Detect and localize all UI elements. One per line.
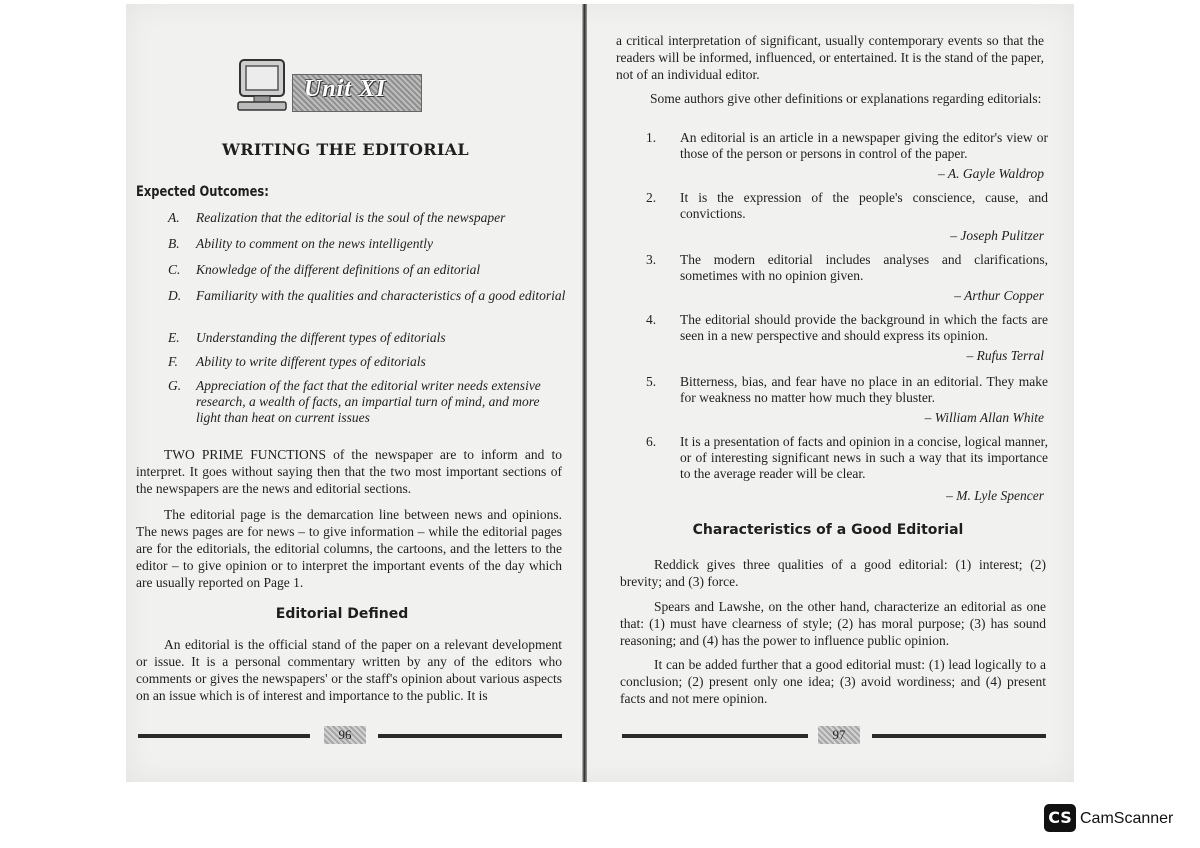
- paragraph: It can be added further that a good editorial must: (1) lead logically to a conclusion; (2) present only one idea; (3) avoid wordiness; and (4) present facts and not mere opinion.: [620, 657, 1046, 706]
- page-footer: [622, 726, 1046, 744]
- definition-number: 2.: [646, 190, 657, 205]
- outcome-text: Appreciation of the fact that the editorial writer needs extensive research, a wealth of facts, an impartial turn of mind, and more light than heat on current issues: [196, 378, 541, 425]
- outcome-letter: D.: [168, 288, 182, 303]
- section-heading: Characteristics of a Good Editorial: [692, 522, 964, 538]
- paragraph: a critical interpretation of significant, usually contemporary events so that the readers will be informed, influenced, or entertained. It is the stand of the paper, not of an individual editor.: [616, 33, 1044, 82]
- definition-text: Bitterness, bias, and fear have no place in an editorial. They make for weakness no matter how much they bluster.: [680, 374, 1048, 405]
- definition-item: [618, 130, 1048, 182]
- definition-author: – Rufus Terral: [966, 348, 1044, 363]
- definition-number: 6.: [646, 434, 657, 449]
- outcome-text: Understanding the different types of editorials: [196, 330, 446, 345]
- right-page: [608, 0, 1048, 782]
- outcome-letter: F.: [168, 354, 178, 369]
- outcome-letter: B.: [168, 236, 180, 251]
- camscanner-logo-icon: CS: [1044, 804, 1076, 832]
- definition-text: It is a presentation of facts and opinion in a concise, logical manner, or of interesting significant news in such a way that its importance to the average reader will be clear.: [680, 434, 1048, 481]
- definition-author: – A. Gayle Waldrop: [938, 166, 1044, 181]
- definition-number: 1.: [646, 130, 657, 145]
- definition-text: The modern editorial includes analyses and clarifications, sometimes with no opinion given.: [680, 252, 1048, 283]
- book-spine: [582, 4, 587, 782]
- definition-number: 3.: [646, 252, 657, 267]
- definition-item: [618, 434, 1048, 504]
- unit-label: Unit XI: [304, 76, 387, 102]
- definition-number: 4.: [646, 312, 657, 327]
- camscanner-label: CamScanner: [1080, 810, 1174, 827]
- section-heading: Editorial Defined: [275, 606, 409, 622]
- definition-item: [618, 190, 1048, 243]
- outcome-text: Realization that the editorial is the soul of the newspaper: [196, 210, 506, 225]
- paragraph: Reddick gives three qualities of a good editorial: (1) interest; (2) brevity; and (3) force.: [620, 557, 1046, 589]
- definition-item: [618, 374, 1048, 426]
- paragraph: Spears and Lawshe, on the other hand, characterize an editorial as one that: (1) must have clearness of style; (2) has moral purpose; (3) has sound reasoning; and (4) has the power to influence public opinion.: [620, 599, 1046, 648]
- page-number: 97: [818, 726, 860, 744]
- page-number: 96: [324, 726, 366, 744]
- unit-banner: [232, 58, 428, 114]
- chapter-title: WRITING THE EDITORIAL: [222, 140, 469, 159]
- definition-item: [618, 312, 1048, 364]
- outcome-text: Familiarity with the qualities and characteristics of a good editorial: [196, 288, 566, 303]
- footer-rule: [872, 734, 1046, 738]
- computer-icon: [232, 58, 296, 114]
- outcomes-heading: Expected Outcomes:: [136, 184, 269, 200]
- definition-text: It is the expression of the people's conscience, cause, and convictions.: [680, 190, 1048, 221]
- footer-rule: [622, 734, 808, 738]
- left-page: [132, 0, 578, 782]
- outcome-text: Ability to comment on the news intelligently: [196, 236, 433, 251]
- definition-number: 5.: [646, 374, 657, 389]
- outcome-text: Knowledge of the different definitions of an editorial: [196, 262, 481, 277]
- outcome-letter: C.: [168, 262, 181, 277]
- paragraph: Some authors give other definitions or explanations regarding editorials:: [650, 91, 1042, 106]
- paragraph: The editorial page is the demarcation line between news and opinions. The news pages are for news – to give information – while the editorial pages are for the editorials, the editorial columns, the cartoons, and the letters to the editor – to give opinion or to interpret the important events of the day which are usually reported on Page 1.: [136, 507, 562, 590]
- definition-author: – Arthur Copper: [954, 288, 1044, 303]
- outcome-letter: A.: [168, 210, 180, 225]
- definition-text: The editorial should provide the background in which the facts are seen in a new perspective and should express its opinion.: [680, 312, 1048, 343]
- definition-author: – Joseph Pulitzer: [950, 228, 1044, 243]
- definition-author: – M. Lyle Spencer: [946, 488, 1044, 503]
- definition-author: – William Allan White: [924, 410, 1044, 425]
- outcome-text: Ability to write different types of editorials: [196, 354, 426, 369]
- definition-text: An editorial is an article in a newspaper giving the editor's view or those of the person or persons in control of the paper.: [680, 130, 1048, 161]
- outcome-letter: G.: [168, 378, 182, 393]
- page-footer: [138, 726, 562, 744]
- paragraph: TWO PRIME FUNCTIONS of the newspaper are to inform and to interpret. It goes without saying then that the two most important sections of the newspapers are the news and editorial sections.: [136, 447, 562, 496]
- footer-rule: [378, 734, 562, 738]
- paragraph: An editorial is the official stand of the paper on a relevant development or issue. It is a personal commentary written by any of the editors who comments or gives the newspapers' or the staff's opinion about various aspects on an issue which is of interest and importance to the public. It is: [136, 637, 562, 703]
- definition-item: [618, 252, 1048, 304]
- outcome-letter: E.: [168, 330, 180, 345]
- footer-rule: [138, 734, 310, 738]
